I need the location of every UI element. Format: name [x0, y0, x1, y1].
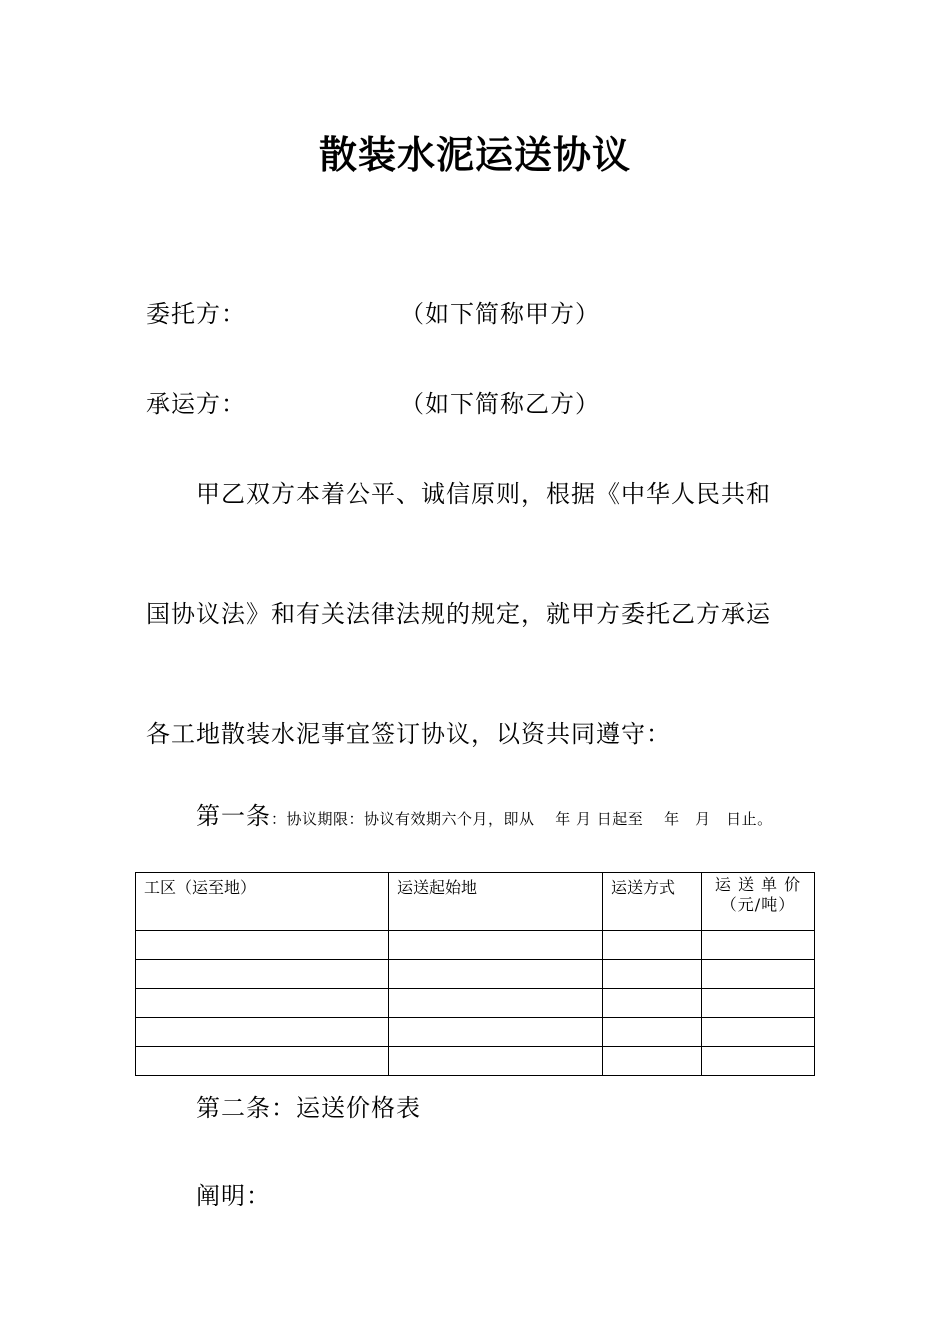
table-cell: [136, 931, 389, 960]
clause-1-lead: 第一条: [196, 802, 271, 830]
clause-1-text: ：协议期限：协议有效期六个月，即从 年 月 日起至 年 月 日止。: [271, 810, 773, 828]
table-cell: [389, 989, 603, 1018]
table-cell: [603, 960, 702, 989]
table-cell: [603, 1047, 702, 1076]
table-cell: [702, 960, 815, 989]
table-cell: [702, 1018, 815, 1047]
table-cell: [702, 1047, 815, 1076]
table-header-cell: 工区（运至地）: [136, 873, 389, 931]
table-cell: [389, 960, 603, 989]
clause-1: [196, 796, 773, 831]
table-cell: [136, 1018, 389, 1047]
table-row: [136, 931, 815, 960]
preamble-line-3: 各工地散装水泥事宜签订协议，以资共同遵守：: [146, 720, 671, 748]
table-header-row: [136, 873, 815, 931]
party-b-note: （如下简称乙方）: [400, 390, 600, 418]
table-row: [136, 1047, 815, 1076]
table-cell: [603, 1018, 702, 1047]
table-cell: [389, 1047, 603, 1076]
table-cell: [702, 989, 815, 1018]
note-label: 阐明：: [196, 1182, 271, 1210]
table-row: [136, 989, 815, 1018]
table-cell: [603, 989, 702, 1018]
table-row: [136, 960, 815, 989]
table-header-cell: 运 送 单 价（元/吨）: [702, 873, 815, 931]
page-title: 散装水泥运送协议: [318, 132, 631, 177]
preamble-line-2: 国协议法》和有关法律法规的规定，就甲方委托乙方承运: [146, 600, 771, 628]
table-cell: [702, 931, 815, 960]
table-row: [136, 1018, 815, 1047]
table-cell: [136, 989, 389, 1018]
table-cell: [603, 931, 702, 960]
clause-2: 第二条：运送价格表: [196, 1094, 421, 1122]
party-a-note: （如下简称甲方）: [400, 300, 600, 328]
table-cell: [389, 931, 603, 960]
preamble-line-1: 甲乙双方本着公平、诚信原则，根据《中华人民共和: [196, 480, 771, 508]
party-a-label: 委托方：: [146, 300, 246, 328]
table-cell: [136, 960, 389, 989]
party-b-label: 承运方：: [146, 390, 246, 418]
price-table: [135, 872, 815, 1076]
table-cell: [136, 1047, 389, 1076]
table-header-cell: 运送起始地: [389, 873, 603, 931]
table-cell: [389, 1018, 603, 1047]
table-header-cell: 运送方式: [603, 873, 702, 931]
